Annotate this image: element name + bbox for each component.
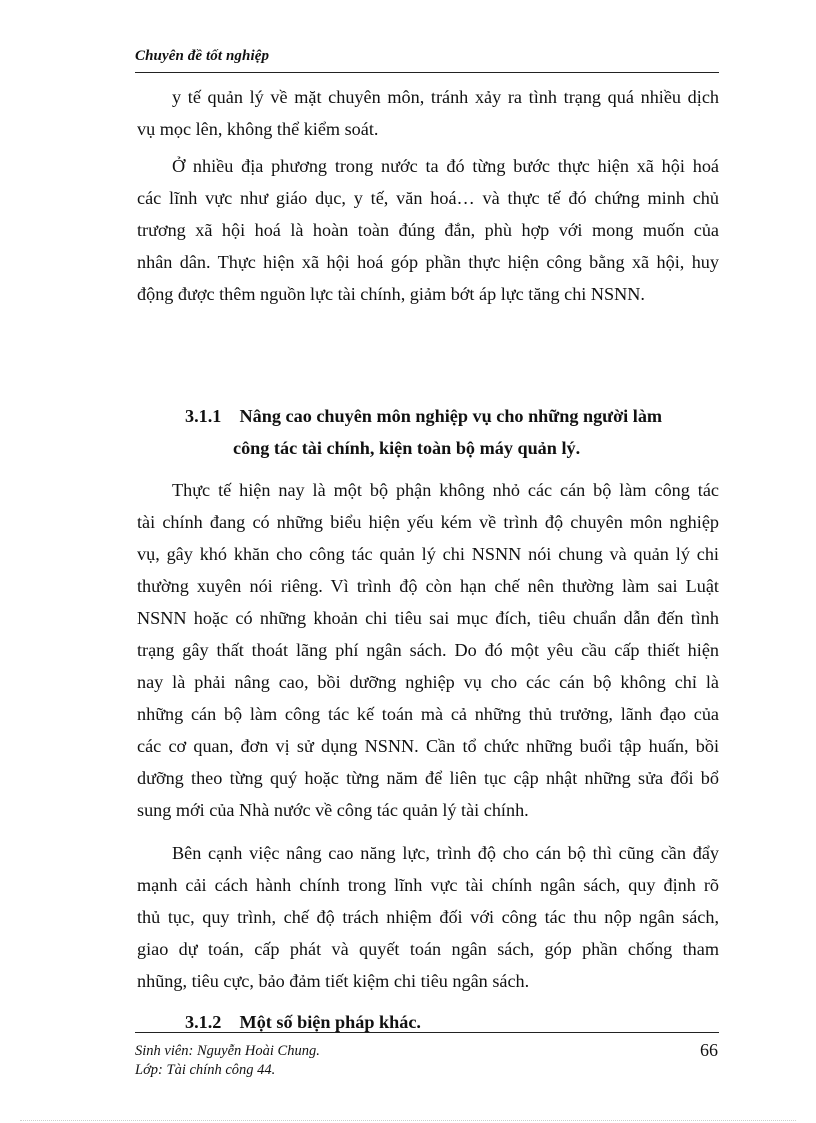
- text-line: nhũng, tiêu cực, bảo đảm tiết kiệm chi tiêu ngân sách.: [137, 971, 530, 991]
- text-line: thủ tục, quy trình, chế độ trách nhiệm đối với công tác thu nộp ngân sách,: [137, 907, 719, 927]
- text-line: NSNN hoặc có những khoản chi tiêu sai mục đích, tiêu chuẩn dẫn đến tình: [137, 608, 719, 628]
- section-title: Nâng cao chuyên môn nghiệp vụ cho những người làm: [239, 406, 663, 426]
- paragraph-socialization: [137, 150, 719, 310]
- text-line: mạnh cải cách hành chính trong lĩnh vực tài chính ngân sách, quy định rõ: [137, 875, 719, 895]
- section-number: 3.1.1: [185, 406, 222, 426]
- text-line: tài chính đang có những biểu hiện yếu kém về trình độ chuyên môn nghiệp: [137, 512, 719, 532]
- heading-line: [137, 1006, 719, 1038]
- text-line: sung mới của Nhà nước về công tác quản lý tài chính.: [137, 800, 529, 820]
- section-title-continuation: công tác tài chính, kiện toàn bộ máy quản lý.: [233, 438, 581, 458]
- footer-class: Lớp: Tài chính công 44.: [135, 1062, 276, 1078]
- text-line: Bên cạnh việc nâng cao năng lực, trình độ cho cán bộ thì cũng cần đẩy: [172, 843, 719, 863]
- text-line: các lĩnh vực như giáo dục, y tế, văn hoá… và thực tế đó chứng minh chủ: [137, 188, 719, 208]
- section-number: 3.1.2: [185, 1012, 222, 1032]
- text-line: Thực tế hiện nay là một bộ phận không nhỏ các cán bộ làm công tác: [172, 480, 719, 500]
- text-line: nay là phải nâng cao, bồi dưỡng nghiệp vụ cho các cán bộ không chỉ là: [137, 672, 719, 692]
- text-line: những cán bộ làm công tác kế toán mà cả những thủ trưởng, lãnh đạo của: [137, 704, 719, 724]
- text-line: vụ, gây khó khăn cho công tác quản lý chi NSNN nói chung và quản lý chi: [137, 544, 719, 564]
- footer-divider: [135, 1032, 719, 1033]
- section-heading-3-1-2: [137, 1006, 719, 1038]
- page-edge-divider: [20, 1120, 796, 1121]
- paragraph-continuation: [137, 81, 719, 145]
- page-number: 66: [700, 1040, 718, 1060]
- paragraph-training: [137, 474, 719, 826]
- text-line: vụ mọc lên, không thể kiểm soát.: [137, 119, 379, 139]
- text-line: trương xã hội hoá là hoàn toàn đúng đắn, phù hợp với mong muốn của: [137, 220, 719, 240]
- running-header-title: Chuyên đề tốt nghiệp: [135, 48, 270, 64]
- text-line: Ở nhiều địa phương trong nước ta đó từng bước thực hiện xã hội hoá: [172, 156, 719, 176]
- paragraph-admin-reform: [137, 837, 719, 997]
- section-heading-3-1-1: [137, 400, 719, 464]
- footer-student: Sinh viên: Nguyễn Hoài Chung.: [135, 1043, 320, 1059]
- text-line: trạng gây thất thoát lãng phí ngân sách. Do đó một yêu cầu cấp thiết hiện: [137, 640, 719, 660]
- text-line: nhân dân. Thực hiện xã hội hoá góp phần thực hiện công bằng xã hội, huy: [137, 252, 719, 272]
- heading-line: [137, 400, 719, 432]
- text-line: giao dự toán, cấp phát và quyết toán ngân sách, góp phần chống tham: [137, 939, 719, 959]
- text-line: thường xuyên nói riêng. Vì trình độ còn hạn chế nên thường làm sai Luật: [137, 576, 719, 596]
- text-line: động được thêm nguồn lực tài chính, giảm bớt áp lực tăng chi NSNN.: [137, 284, 645, 304]
- header-divider: [135, 72, 719, 73]
- footer-info: [135, 1042, 320, 1080]
- text-line: dưỡng theo từng quý hoặc từng năm để liên tục cập nhật những sửa đổi bổ: [137, 768, 719, 788]
- text-line: các cơ quan, đơn vị sử dụng NSNN. Cần tổ chức những buổi tập huấn, bồi: [137, 736, 719, 756]
- section-title: Một số biện pháp khác.: [239, 1012, 421, 1032]
- text-line: y tế quản lý về mặt chuyên môn, tránh xảy ra tình trạng quá nhiều dịch: [172, 87, 719, 107]
